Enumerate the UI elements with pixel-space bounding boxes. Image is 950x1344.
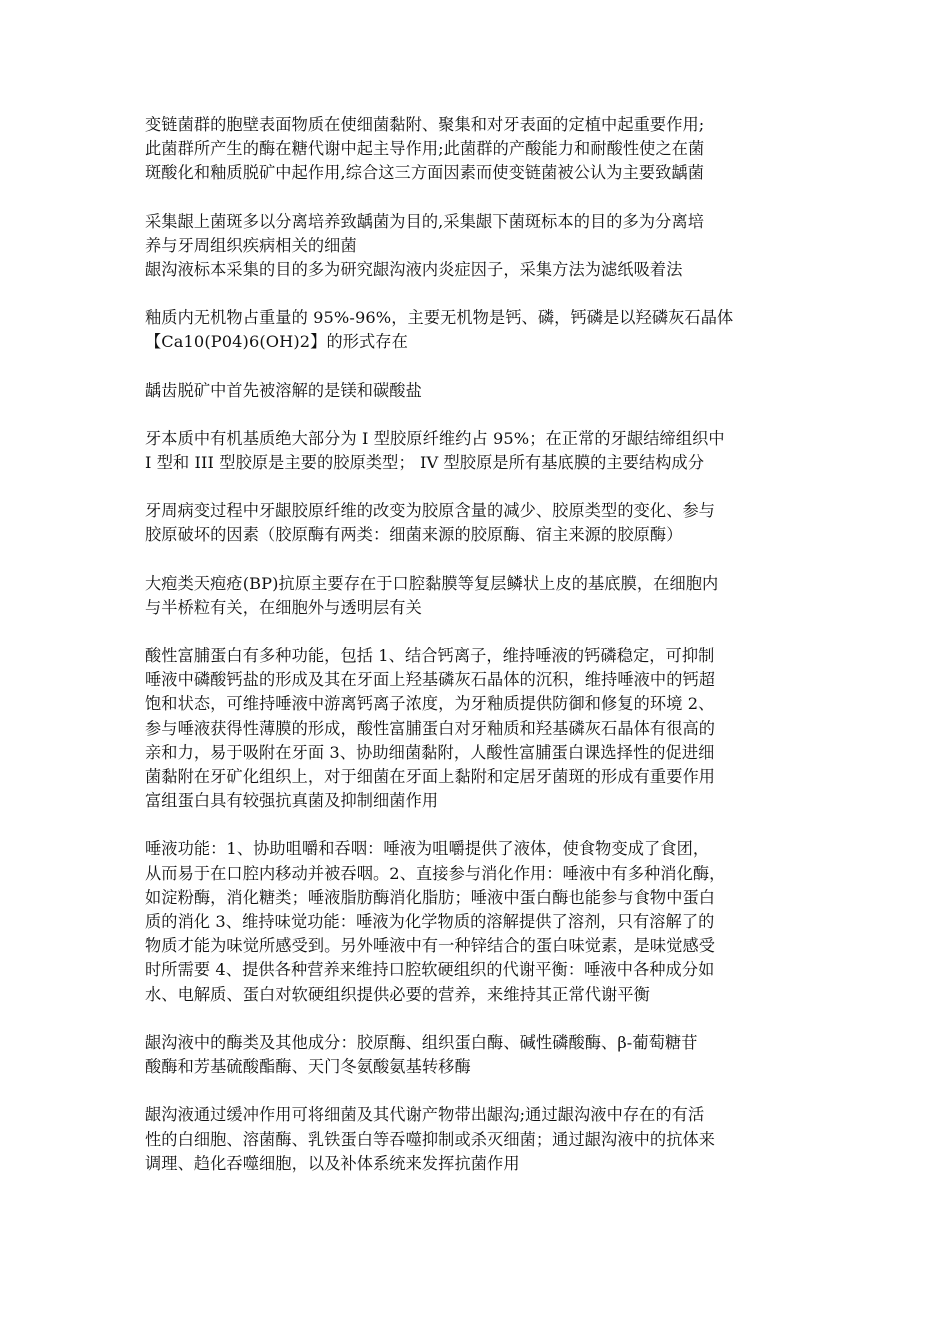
text-line: 亲和力，易于吸附在牙面 3、协助细菌黏附，人酸性富脯蛋白课选择性的促进细 [145, 742, 715, 762]
paragraph-plaque-collection [145, 210, 810, 258]
text-line: 【Ca10(P04)6(OH)2】的形式存在 [145, 332, 408, 352]
text-line: 龈沟液标本采集的目的多为研究龈沟液内炎症因子，采集方法为滤纸吸着法 [145, 260, 683, 280]
text-line: 酸性富脯蛋白有多种功能，包括 1、结合钙离子，维持唾液的钙磷稳定，可抑制 [145, 646, 715, 666]
paragraph-streptococcus-mutans [145, 113, 810, 186]
text-line: 龋齿脱矿中首先被溶解的是镁和碳酸盐 [145, 380, 422, 400]
paragraph-enamel-inorganic [145, 306, 810, 354]
text-line: 唾液中磷酸钙盐的形成及其在牙面上羟基磷灰石晶体的沉积，维持唾液中的钙超 [145, 670, 716, 690]
text-line: 水、电解质、蛋白对软硬组织提供必要的营养，来维持其正常代谢平衡 [145, 984, 650, 1004]
text-line: 此菌群所产生的酶在糖代谢中起主导作用;此菌群的产酸能力和耐酸性使之在菌 [145, 139, 705, 159]
text-line: 牙周病变过程中牙龈胶原纤维的改变为胶原含量的减少、胶原类型的变化、参与 [145, 501, 716, 521]
paragraph-periodontal-collagen [145, 499, 810, 547]
text-line: 变链菌群的胞壁表面物质在使细菌黏附、聚集和对牙表面的定植中起重要作用; [145, 115, 705, 134]
text-line: 富组蛋白具有较强抗真菌及抑制细菌作用 [145, 791, 439, 811]
paragraph-gcf-enzymes [145, 1031, 810, 1079]
text-line: 斑酸化和釉质脱矿中起作用,综合这三方面因素而使变链菌被公认为主要致龋菌 [145, 163, 705, 183]
text-line: 龈沟液中的酶类及其他成分：胶原酶、组织蛋白酶、碱性磷酸酶、β-葡萄糖苷 [145, 1032, 698, 1052]
text-line: 采集龈上菌斑多以分离培养致龋菌为目的,采集龈下菌斑标本的目的多为分离培 [145, 211, 705, 231]
document-body [145, 113, 810, 1176]
paragraph-gcf-collection [145, 258, 810, 282]
paragraph-caries-demineralization [145, 379, 810, 403]
text-line: 物质才能为味觉所感受到。另外唾液中有一种锌结合的蛋白味觉素，是味觉感受 [145, 936, 716, 956]
text-line: 酸酶和芳基硫酸酯酶、天门冬氨酸氨基转移酶 [145, 1057, 471, 1077]
text-line: 养与牙周组织疾病相关的细菌 [145, 235, 357, 255]
text-line: 参与唾液获得性薄膜的形成，酸性富脯蛋白对牙釉质和羟基磷灰石晶体有很高的 [145, 718, 716, 738]
text-line: 饱和状态，可维持唾液中游离钙离子浓度，为牙釉质提供防御和修复的环境 2、 [145, 694, 715, 714]
text-line: 釉质内无机物占重量的 95%-96%，主要无机物是钙、磷，钙磷是以羟磷灰石晶体 [145, 308, 734, 328]
text-line: 从而易于在口腔内移动并被吞咽。2、直接参与消化作用：唾液中有多种消化酶， [145, 863, 726, 883]
text-line: 唾液功能：1、协助咀嚼和吞咽：唾液为咀嚼提供了液体，使食物变成了食团， [145, 839, 710, 859]
text-line: 牙本质中有机基质绝大部分为 I 型胶原纤维约占 95%；在正常的牙龈结缔组织中 [145, 428, 725, 448]
text-line: 时所需要 4、提供各种营养来维持口腔软硬组织的代谢平衡：唾液中各种成分如 [145, 960, 715, 980]
paragraph-gcf-antibacterial [145, 1103, 810, 1176]
paragraph-acidic-proline-rich-protein [145, 644, 810, 813]
paragraph-collagen-types [145, 427, 810, 475]
paragraph-bullous-pemphigoid [145, 572, 810, 620]
text-line: 大疱类天疱疮(BP)抗原主要存在于口腔黏膜等复层鳞状上皮的基底膜，在细胞内 [145, 573, 719, 593]
text-line: 如淀粉酶，消化糖类；唾液脂肪酶消化脂肪；唾液中蛋白酶也能参与食物中蛋白 [145, 887, 716, 907]
text-line: 性的白细胞、溶菌酶、乳铁蛋白等吞噬抑制或杀灭细菌；通过龈沟液中的抗体来 [145, 1129, 716, 1149]
paragraph-saliva-functions [145, 837, 810, 1006]
text-line: 质的消化 3、维持味觉功能：唾液为化学物质的溶解提供了溶剂，只有溶解了的 [145, 912, 715, 932]
text-line: 调理、趋化吞噬细胞，以及补体系统来发挥抗菌作用 [145, 1153, 520, 1173]
text-line: 龈沟液通过缓冲作用可将细菌及其代谢产物带出龈沟;通过龈沟液中存在的有活 [145, 1105, 705, 1125]
text-line: I 型和 III 型胶原是主要的胶原类型； IV 型胶原是所有基底膜的主要结构成分 [145, 453, 705, 473]
text-line: 菌黏附在牙矿化组织上，对于细菌在牙面上黏附和定居牙菌斑的形成有重要作用 [145, 767, 716, 787]
text-line: 与半桥粒有关，在细胞外与透明层有关 [145, 597, 422, 617]
text-line: 胶原破坏的因素（胶原酶有两类：细菌来源的胶原酶、宿主来源的胶原酶） [145, 525, 683, 545]
